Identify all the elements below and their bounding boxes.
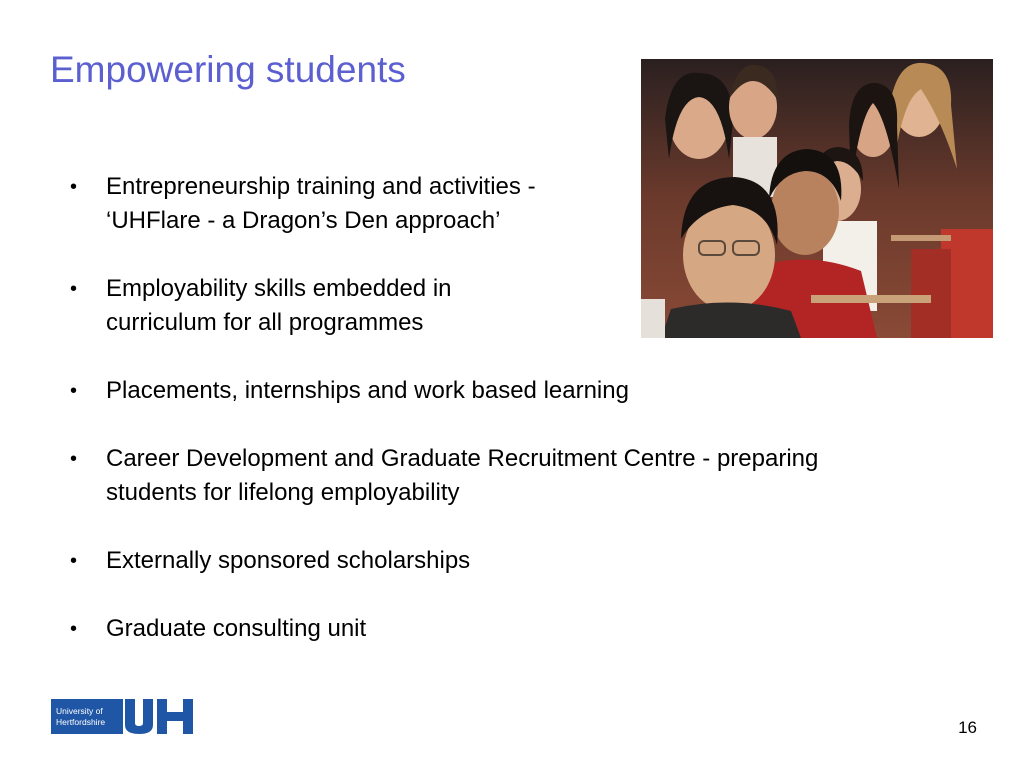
list-item [70,374,970,408]
bullet-text: ‘UHFlare - a Dragon’s Den approach’ [106,207,501,234]
page-number: 16 [958,718,977,737]
bullet-symbol: • [70,448,78,470]
bullet-text: Entrepreneurship training and activities - [106,173,536,200]
logo-line2: Hertfordshire [56,717,106,727]
bullet-text: Employability skills embedded in [106,275,452,302]
bullet-list [70,170,970,680]
bullet-text: Graduate consulting unit [106,615,367,642]
logo-line1: University of [56,706,103,716]
slide-title: Empowering students [50,49,406,90]
bullet-text: students for lifelong employability [106,479,460,506]
bullet-text: Externally sponsored scholarships [106,547,471,574]
bullet-symbol: • [70,176,78,198]
bullet-text: Career Development and Graduate Recruitment Centre - preparing [106,445,819,472]
university-logo [51,699,193,734]
list-item [70,442,970,510]
list-item [70,612,970,646]
list-item [70,170,970,238]
bullet-text: curriculum for all programmes [106,309,424,336]
bullet-symbol: • [70,618,78,640]
list-item [70,272,970,340]
bullet-symbol: • [70,380,78,402]
bullet-text: Placements, internships and work based learning [106,377,629,404]
list-item [70,544,970,578]
bullet-symbol: • [70,550,78,572]
bullet-symbol: • [70,278,78,300]
